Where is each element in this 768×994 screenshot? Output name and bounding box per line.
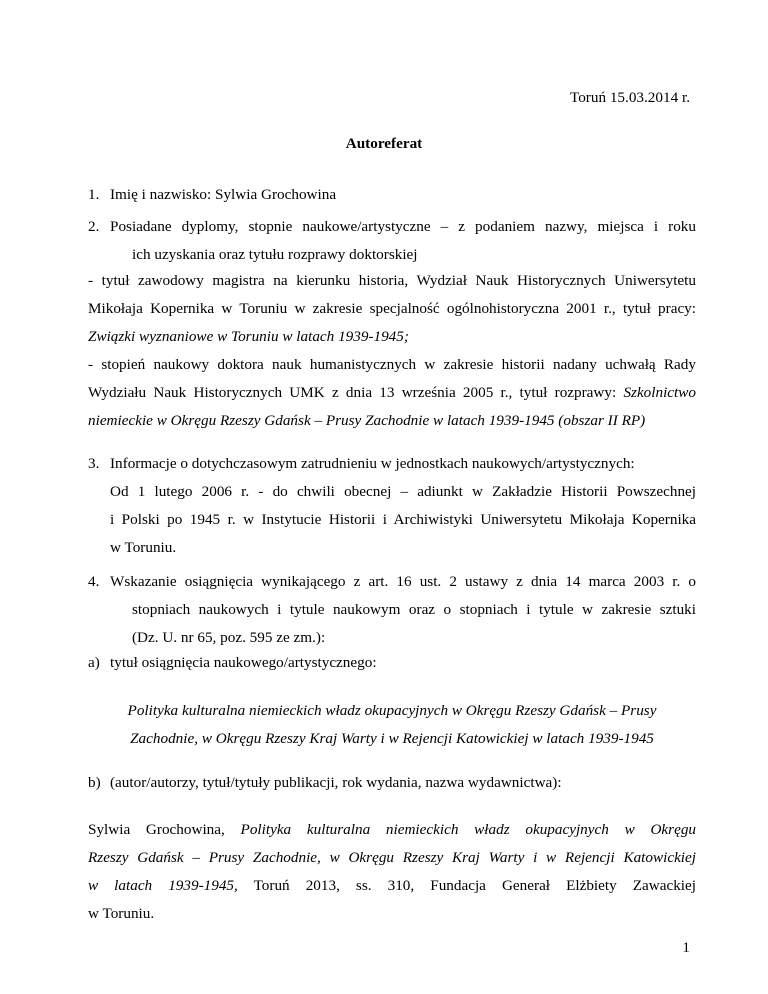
- list-item-text: tytuł osiągnięcia naukowego/artystycznego:: [110, 654, 377, 671]
- list-item-text: Imię i nazwisko: Sylwia Grochowina: [110, 186, 337, 203]
- list-item-line: (Dz. U. nr 65, poz. 595 ze zm.):: [132, 629, 326, 646]
- list-item-achievement: [88, 568, 696, 652]
- publication-details: Toruń 2013, ss. 310, Fundacja Generał Elżbiety Zawackiej: [237, 877, 696, 894]
- author-name: Sylwia Grochowina,: [88, 821, 241, 838]
- list-item-text: (autor/autorzy, tytuł/tytuły publikacji, rok wydania, nazwa wydawnictwa):: [110, 774, 562, 791]
- list-number: 3.: [88, 455, 100, 472]
- list-item-line: ich uzyskania oraz tytułu rozprawy doktorskiej: [132, 246, 418, 263]
- list-number: 2.: [88, 218, 100, 235]
- list-item-line: Od 1 lutego 2006 r. - do chwili obecnej – adiunkt w Zakładzie Historii Powszechnej: [110, 483, 696, 500]
- achievement-title: [88, 697, 696, 753]
- achievement-title-line: Polityka kulturalna niemieckich władz okupacyjnych w Okręgu Rzeszy Gdańsk – Prusy: [127, 702, 657, 719]
- list-item-a: [88, 649, 696, 677]
- publication-title: Polityka kulturalna niemieckich władz okupacyjnych w Okręgu: [240, 821, 697, 838]
- list-item-line: Posiadane dyplomy, stopnie naukowe/artystyczne – z podaniem nazwy, miejsca i roku: [110, 218, 696, 235]
- publication-details: w Toruniu.: [88, 905, 155, 922]
- masters-degree-paragraph: [88, 267, 696, 351]
- paragraph-line: Wydziału Nauk Historycznych UMK z dnia 13 września 2005 r., tytuł rozprawy:: [88, 384, 624, 401]
- document-date: Toruń 15.03.2014 r.: [569, 89, 690, 106]
- list-item-line: Informacje o dotychczasowym zatrudnieniu w jednostkach naukowych/artystycznych:: [110, 455, 635, 472]
- list-item-line: Wskazanie osiągnięcia wynikającego z art. 16 ust. 2 ustawy z dnia 14 marca 2003 r. o: [110, 573, 696, 590]
- list-item-line: i Polski po 1945 r. w Instytucie Historii i Archiwistyki Uniwersytetu Mikołaja Kopernika: [110, 511, 696, 528]
- publication-title: w latach 1939-1945,: [88, 877, 238, 894]
- list-item-employment: [88, 450, 696, 562]
- list-item-name: [88, 181, 696, 209]
- page-number: 1: [682, 939, 690, 956]
- document-title: Autoreferat: [345, 135, 423, 152]
- list-item-b: [88, 769, 696, 797]
- list-number: 4.: [88, 573, 100, 590]
- dissertation-title: Szkolnictwo: [623, 384, 696, 401]
- thesis-title: Związki wyznaniowe w Toruniu w latach 1939-1945;: [88, 328, 409, 345]
- paragraph-line: - tytuł zawodowy magistra na kierunku historia, Wydział Nauk Historycznych Uniwersytetu: [88, 272, 696, 289]
- list-letter: b): [88, 774, 101, 791]
- list-item-line: w Toruniu.: [110, 539, 177, 556]
- paragraph-line: - stopień naukowy doktora nauk humanistycznych w zakresie historii nadany uchwałą Rady: [88, 356, 696, 373]
- doctorate-paragraph: [88, 351, 696, 435]
- paragraph-line: Mikołaja Kopernika w Toruniu w zakresie specjalność ogólnohistoryczna 2001 r., tytuł pracy:: [88, 300, 696, 317]
- list-letter: a): [88, 654, 100, 671]
- list-number: 1.: [88, 186, 100, 203]
- dissertation-title: niemieckie w Okręgu Rzeszy Gdańsk – Prusy Zachodnie w latach 1939-1945 (obszar II RP): [88, 412, 646, 429]
- publication-paragraph: [88, 816, 696, 928]
- list-item-diplomas: [88, 213, 696, 269]
- achievement-title-line: Zachodnie, w Okręgu Rzeszy Kraj Warty i w Rejencji Katowickiej w latach 1939-1945: [130, 730, 654, 747]
- publication-title: Rzeszy Gdańsk – Prusy Zachodnie, w Okręgu Rzeszy Kraj Warty i w Rejencji Katowickiej: [88, 849, 696, 866]
- list-item-line: stopniach naukowych i tytule naukowym oraz o stopniach i tytule w zakresie sztuki: [132, 601, 696, 618]
